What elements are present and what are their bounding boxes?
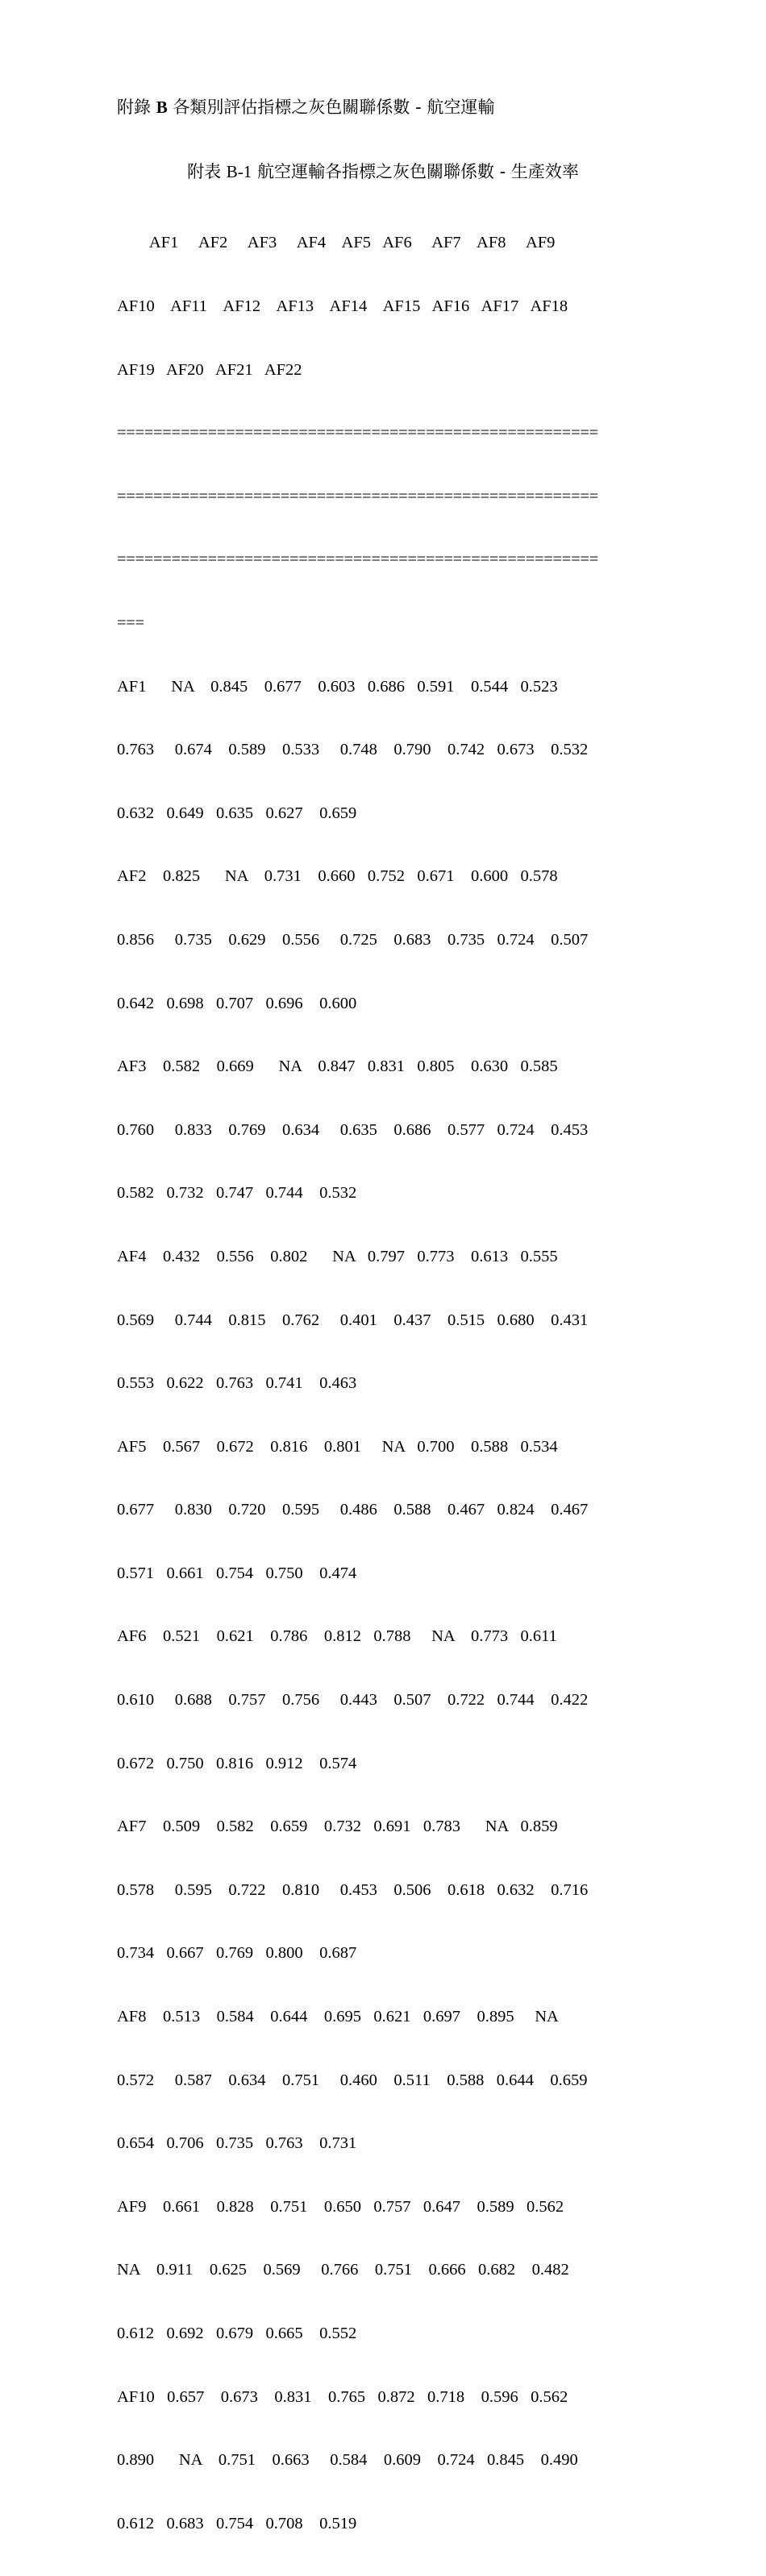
row-line: 0.578 0.595 0.722 0.810 0.453 0.506 0.618 0.632 0.716 [117,1880,589,1899]
row-line: 0.763 0.674 0.589 0.533 0.748 0.790 0.742 0.673 0.532 [117,741,589,759]
appendix-title-prefix: 附錄 [117,98,151,117]
appendix-title-rest: 各類別評估指標之灰色關聯係數 - 航空運輸 [173,98,495,117]
separator-line: === [117,613,144,632]
header-line: AF19 AF20 AF21 AF22 [117,360,302,379]
row-line: AF9 0.661 0.828 0.751 0.650 0.757 0.647 0.589 0.562 [117,2197,564,2216]
table-title [0,160,766,184]
row-line: 0.632 0.649 0.635 0.627 0.659 [117,804,357,822]
table-title-prefix: 附表 [187,162,222,181]
row-line: AF3 0.582 0.669 NA 0.847 0.831 0.805 0.630 0.585 [117,1057,558,1076]
row-line: 0.572 0.587 0.634 0.751 0.460 0.511 0.588 0.644 0.659 [117,2071,588,2089]
row-line: AF7 0.509 0.582 0.659 0.732 0.691 0.783 NA 0.859 [117,1818,558,1836]
separator-line: ===================================================== [117,551,598,569]
row-line: 0.672 0.750 0.816 0.912 0.574 [117,1754,357,1772]
row-line: 0.642 0.698 0.707 0.696 0.600 [117,994,357,1012]
row-line: 0.612 0.692 0.679 0.665 0.552 [117,2325,357,2342]
separator-line: ===================================================== [117,424,598,442]
table-title-rest: 航空運輸各指標之灰色關聯係數 - 生產效率 [256,162,579,181]
row-line: 0.734 0.667 0.769 0.800 0.687 [117,1944,357,1963]
row-line: 0.571 0.661 0.754 0.750 0.474 [117,1564,357,1582]
appendix-title [117,95,494,119]
appendix-title-letter: B [156,98,168,117]
row-line: AF5 0.567 0.672 0.816 0.801 NA 0.700 0.588 0.534 [117,1437,558,1456]
row-line: AF1 NA 0.845 0.677 0.603 0.686 0.591 0.544 0.523 [117,677,558,696]
row-line: 0.654 0.706 0.735 0.763 0.731 [117,2134,357,2153]
row-line: 0.582 0.732 0.747 0.744 0.532 [117,1184,357,1203]
row-line: 0.760 0.833 0.769 0.634 0.635 0.686 0.577 0.724 0.453 [117,1120,589,1139]
row-line: 0.890 NA 0.751 0.663 0.584 0.609 0.724 0.845 0.490 [117,2451,578,2470]
coefficient-table-text [117,190,649,2576]
row-line: 0.612 0.683 0.754 0.708 0.519 [117,2514,357,2532]
row-line: 0.569 0.744 0.815 0.762 0.401 0.437 0.515 0.680 0.431 [117,1311,589,1329]
table-title-code: B-1 [226,162,252,181]
row-line: AF6 0.521 0.621 0.786 0.812 0.788 NA 0.773 0.611 [117,1627,557,1646]
header-line: AF1 AF2 AF3 AF4 AF5 AF6 AF7 AF8 AF9 [117,234,556,252]
row-line: 0.610 0.688 0.757 0.756 0.443 0.507 0.722 0.744 0.422 [117,1691,589,1710]
row-line: 0.553 0.622 0.763 0.741 0.463 [117,1374,357,1393]
header-line: AF10 AF11 AF12 AF13 AF14 AF15 AF16 AF17 AF18 [117,297,568,315]
row-line: AF10 0.657 0.673 0.831 0.765 0.872 0.718 0.596 0.562 [117,2387,568,2406]
row-line: AF8 0.513 0.584 0.644 0.695 0.621 0.697 0.895 NA [117,2008,559,2026]
row-line: NA 0.911 0.625 0.569 0.766 0.751 0.666 0.682 0.482 [117,2261,569,2279]
row-line: AF2 0.825 NA 0.731 0.660 0.752 0.671 0.600 0.578 [117,867,558,886]
row-line: 0.677 0.830 0.720 0.595 0.486 0.588 0.467 0.824 0.467 [117,1501,589,1519]
separator-line: ===================================================== [117,487,598,505]
row-line: AF4 0.432 0.556 0.802 NA 0.797 0.773 0.613 0.555 [117,1247,558,1265]
row-line: 0.856 0.735 0.629 0.556 0.725 0.683 0.735 0.724 0.507 [117,930,589,949]
